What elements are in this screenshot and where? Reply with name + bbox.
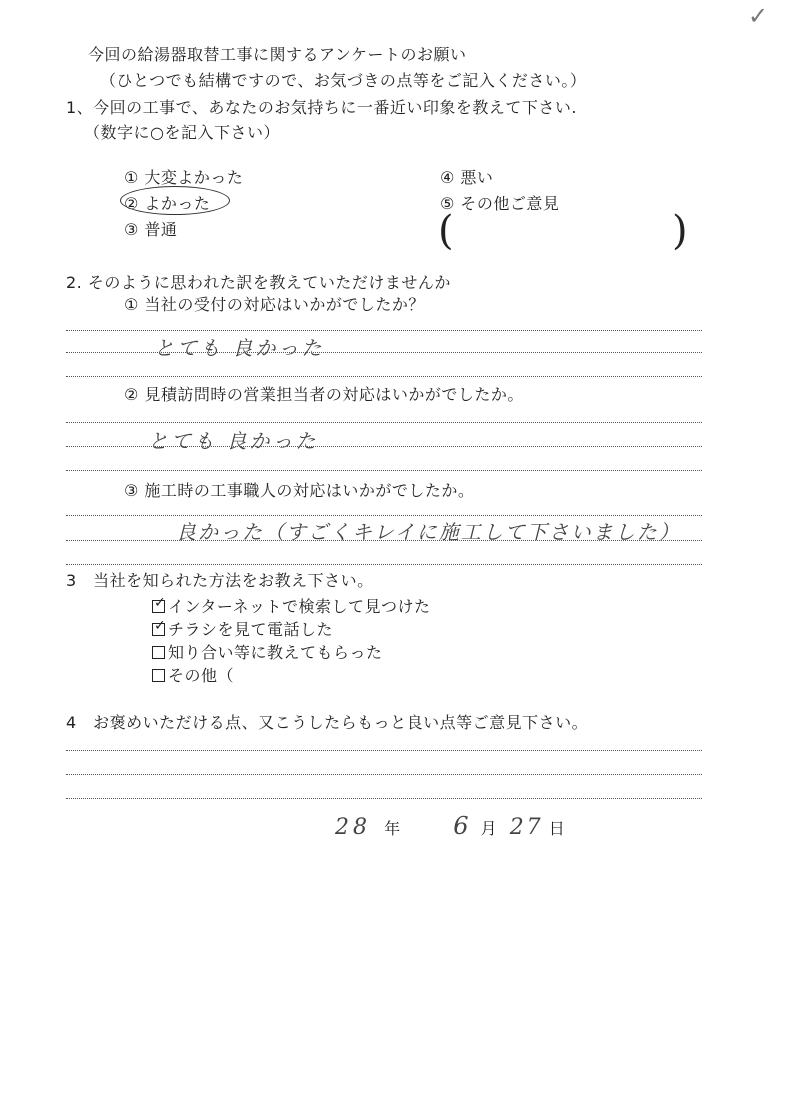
q3-option-label: チラシを見て電話した xyxy=(168,620,334,639)
q1-option-5[interactable]: ⑤ その他ご意見 xyxy=(440,194,560,213)
date-field[interactable] xyxy=(335,812,565,840)
corner-check-mark: ✓ xyxy=(748,2,769,30)
checkbox-unchecked[interactable] xyxy=(152,646,165,659)
q2-sub-3-answer[interactable]: 良かった（すごくキレイに施工して下さいました） xyxy=(176,520,681,544)
date-month: 6 xyxy=(453,812,472,840)
q1-option-2[interactable]: ② よかった xyxy=(124,194,211,213)
answer-line xyxy=(66,376,702,377)
date-year: 28 xyxy=(335,815,371,840)
checkbox-checked[interactable]: ✓ xyxy=(154,595,167,611)
checkbox-checked[interactable]: ✓ xyxy=(154,618,167,634)
q1-option-3[interactable]: ③ 普通 xyxy=(124,220,178,239)
q1-option-1[interactable]: ① 大変よかった xyxy=(124,168,244,187)
survey-title: 今回の給湯器取替工事に関するアンケートのお願い xyxy=(88,45,467,64)
answer-line xyxy=(66,564,702,565)
q1-instruction: （数字に○を記入下さい） xyxy=(84,123,280,142)
date-month-unit: 月 xyxy=(480,819,497,838)
answer-line xyxy=(66,352,702,353)
q3-option-other[interactable] xyxy=(152,663,234,686)
answer-line xyxy=(66,470,702,471)
answer-line xyxy=(66,330,702,331)
q1-option-4[interactable]: ④ 悪い xyxy=(440,168,494,187)
checkbox-unchecked[interactable] xyxy=(152,669,165,682)
q2-sub-2-label: ② 見積訪問時の営業担当者の対応はいかがでしたか。 xyxy=(124,385,524,404)
q3-question: 3 当社を知られた方法をお教え下さい。 xyxy=(66,571,374,590)
q4-question: 4 お褒めいただける点、又こうしたらもっと良い点等ご意見下さい。 xyxy=(66,713,589,732)
q3-option-label: 知り合い等に教えてもらった xyxy=(168,643,383,662)
survey-subtitle: （ひとつでも結構ですので、お気づきの点等をご記入ください。） xyxy=(100,71,587,90)
answer-line xyxy=(66,798,702,799)
q3-option-acquaintance[interactable] xyxy=(152,640,383,663)
q3-option-flyer[interactable] xyxy=(152,617,333,640)
q2-question: 2. そのように思われた訳を教えていただけませんか xyxy=(66,273,451,292)
q1-other-paren-open: ( xyxy=(438,208,454,254)
q3-option-internet[interactable] xyxy=(152,594,431,617)
answer-line xyxy=(66,422,702,423)
answer-line xyxy=(66,750,702,751)
date-year-unit: 年 xyxy=(384,819,401,838)
date-day: 27 xyxy=(509,815,544,840)
q1-question: 1、今回の工事で、あなたのお気持ちに一番近い印象を教えて下さい. xyxy=(66,98,577,117)
answer-line xyxy=(66,540,702,541)
q2-sub-3-label: ③ 施工時の工事職人の対応はいかがでしたか。 xyxy=(124,481,475,500)
q1-other-paren-close: ) xyxy=(672,208,688,254)
answer-line xyxy=(66,774,702,775)
q2-sub-1-answer[interactable]: とても 良かった xyxy=(154,336,325,360)
q2-sub-1-label: ① 当社の受付の対応はいかがでしたか？ xyxy=(124,295,425,314)
selected-circle-mark xyxy=(120,186,230,215)
date-day-unit: 日 xyxy=(548,819,565,838)
q3-option-label: その他（ xyxy=(168,666,235,685)
answer-line xyxy=(66,446,702,447)
q3-option-label: インターネットで検索して見つけた xyxy=(168,597,431,616)
q2-sub-2-answer[interactable]: とても 良かった xyxy=(148,429,319,453)
